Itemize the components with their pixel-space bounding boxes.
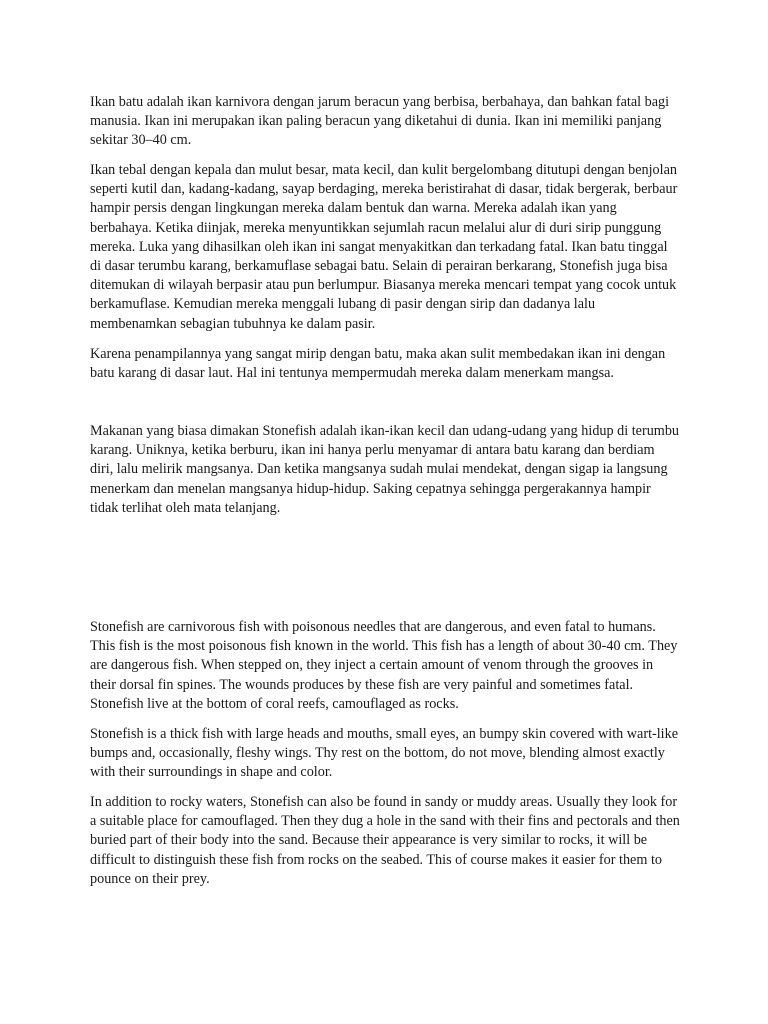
- paragraph-en-habitat: In addition to rocky waters, Stonefish can also be found in sandy or muddy areas. Usually they look for a suitable place for camouflaged. Then they dug a hole in the sand with their fins and pectorals and then buried part of their body into the sand. Because their appearance is very similar to rocks, it will be difficult to distinguish these fish from rocks on the seabed. This of course makes it easier for them to pounce on their prey.: [90, 794, 680, 887]
- paragraph-id-intro: Ikan batu adalah ikan karnivora dengan jarum beracun yang berbisa, berbahaya, dan bahkan fatal bagi manusia. Ikan ini merupakan ikan paling beracun yang diketahui di dunia. Ikan ini memiliki panjang sekitar 30–40 cm.: [90, 94, 670, 149]
- paragraph-id-description: Ikan tebal dengan kepala dan mulut besar, mata kecil, dan kulit bergelombang ditutupi dengan benjolan seperti kutil dan, kadang-kadang, sayap berdaging, mereka beristirahat di dasar, tidak bergerak, berbaur hampir persis dengan lingkungan mereka dalam bentuk dan warna. Mereka adalah ikan yang berbahaya. Ketika diinjak, mereka menyuntikkan sejumlah racun melalui alur di duri sirip punggung mereka. Luka yang dihasilkan oleh ikan ini sangat menyakitkan dan terkadang fatal. Ikan batu tinggal di dasar terumbu karang, berkamuflase sebagai batu. Selain di perairan berkarang, Stonefish juga bisa ditemukan di wilayah berpasir atau pun berlumpur. Biasanya mereka mencari tempat yang cocok untuk berkamuflase. Kemudian mereka menggali lubang di pasir dengan sirip dan dadanya lalu membenamkan sebagian tubuhnya ke dalam pasir.: [90, 162, 678, 332]
- paragraph-id-camouflage: Karena penampilannya yang sangat mirip dengan batu, maka akan sulit membedakan ikan ini dengan batu karang di dasar laut. Hal ini tentunya mempermudah mereka dalam menerkam mangsa.: [90, 346, 666, 382]
- paragraph-en-intro: Stonefish are carnivorous fish with poisonous needles that are dangerous, and even fatal to humans. This fish is the most poisonous fish known in the world. This fish has a length of about 30-40 cm. They are dangerous fish. When stepped on, they inject a certain amount of venom through the grooves in their dorsal fin spines. The wounds produces by these fish are very painful and sometimes fatal. Stonefish live at the bottom of coral reefs, camouflaged as rocks.: [90, 619, 678, 712]
- paragraph-id-diet: Makanan yang biasa dimakan Stonefish adalah ikan-ikan kecil dan udang-udang yang hidup di terumbu karang. Uniknya, ketika berburu, ikan ini hanya perlu menyamar di antara batu karang dan berdiam diri, lalu melirik mangsanya. Dan ketika mangsanya sudah mulai mendekat, dengan sigap ia langsung menerkam dan menelan mangsanya hidup-hidup. Saking cepatnya sehingga pergerakannya hampir tidak terlihat oleh mata telanjang.: [90, 423, 680, 516]
- paragraph-en-description: Stonefish is a thick fish with large heads and mouths, small eyes, an bumpy skin covered with wart-like bumps and, occasionally, fleshy wings. Thy rest on the bottom, do not move, blending almost exactly with their surroundings in shape and color.: [90, 726, 679, 781]
